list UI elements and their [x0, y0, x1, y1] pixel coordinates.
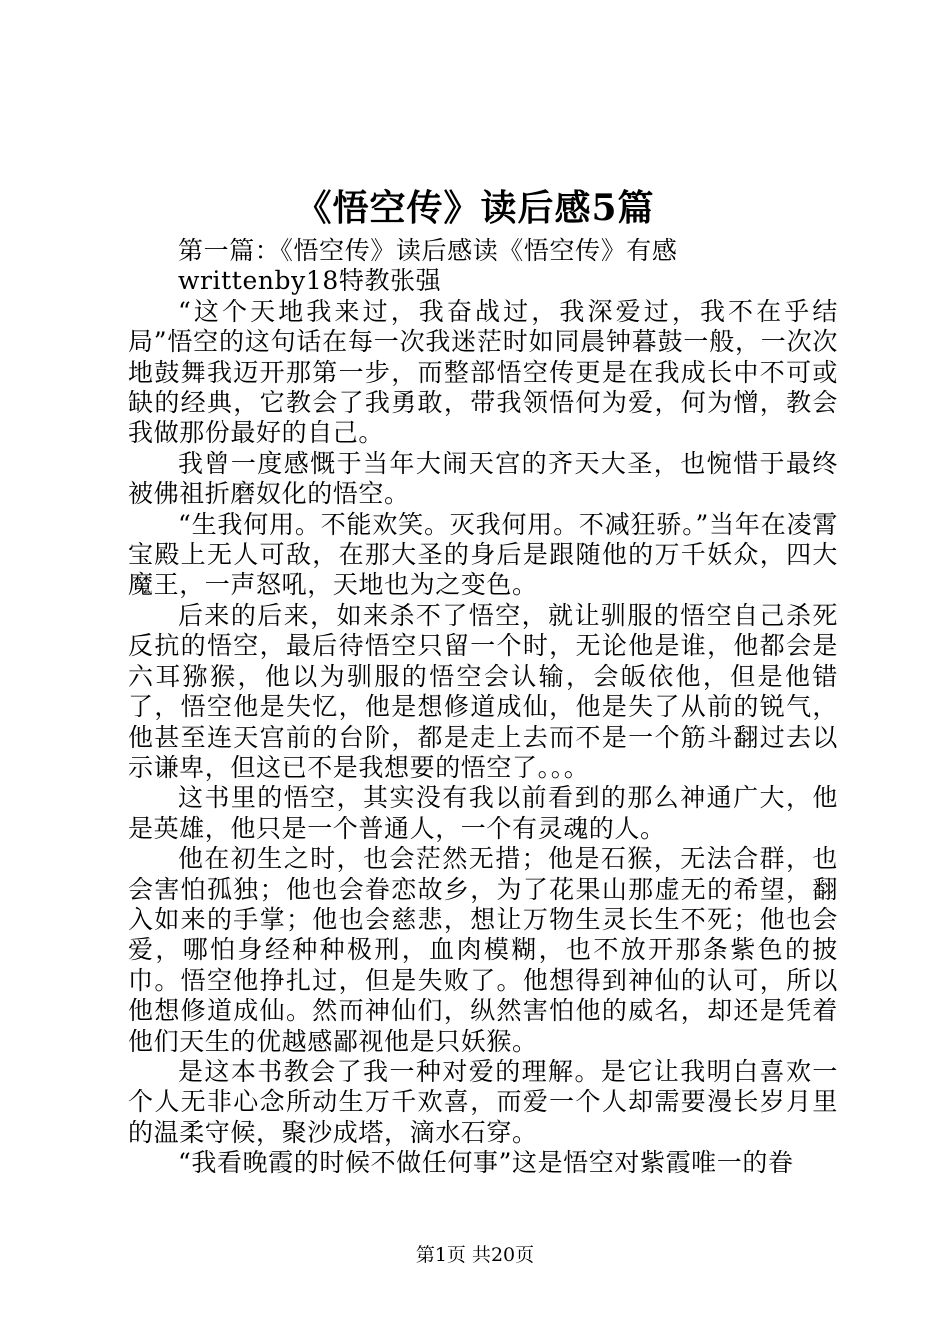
paragraph: 后来的后来，如来杀不了悟空，就让驯服的悟空自己杀死反抗的悟空，最后待悟空只留一个时，无论他是谁，他都会是六耳猕猴，他以为驯服的悟空会认输，会皈依他，但是他错了，悟空他是失忆，他是想修道成仙，他是失了从前的锐气，他甚至连天宫前的台阶，都是走上去而不是一个筋斗翻过去以示谦卑，但这已不是我想要的悟空了。。。 [128, 600, 838, 782]
document-body [128, 236, 838, 1179]
paragraph: “这个天地我来过，我奋战过，我深爱过，我不在乎结局”悟空的这句话在每一次我迷茫时如同晨钟暮鼓一般，一次次地鼓舞我迈开那第一步，而整部悟空传更是在我成长中不可或缺的经典，它教会了我勇敢，带我领悟何为爱，何为憎，教会我做那份最好的自己。 [128, 296, 838, 448]
page-footer: 第1页 共20页 [415, 1244, 535, 1266]
paragraph: 这书里的悟空，其实没有我以前看到的那么神通广大，他是英雄，他只是一个普通人，一个有灵魂的人。 [128, 783, 838, 843]
paragraph: 第一篇：《悟空传》读后感读《悟空传》有感 [178, 236, 678, 265]
paragraph: 我曾一度感慨于当年大闹天宫的齐天大圣，也惋惜于最终被佛祖折磨奴化的悟空。 [128, 448, 838, 509]
paragraph: 是这本书教会了我一种对爱的理解。是它让我明白喜欢一个人无非心念所动生万千欢喜，而爱一个人却需要漫长岁月里的温柔守候，聚沙成塔，滴水石穿。 [128, 1056, 838, 1147]
paragraph: writtenby18特教张强 [178, 266, 442, 296]
paragraph: 他在初生之时，也会茫然无措；他是石猴，无法合群，也会害怕孤独；他也会眷恋故乡，为了花果山那虚无的希望，翻入如来的手掌；他也会慈悲，想让万物生灵长生不死；他也会爱，哪怕身经种种极刑，血肉模糊，也不放开那条紫色的披巾。悟空他挣扎过，但是失败了。他想得到神仙的认可，所以他想修道成仙。然而神仙们，纵然害怕他的威名，却还是凭着他们天生的优越感鄙视他是只妖猴。 [128, 844, 838, 1056]
document-title: 《悟空传》读后感5篇 [295, 187, 655, 229]
paragraph: “生我何用。不能欢笑。灭我何用。不减狂骄。”当年在凌霄宝殿上无人可敌，在那大圣的身后是跟随他的万千妖众，四大魔王，一声怒吼，天地也为之变色。 [128, 509, 838, 600]
paragraph: “我看晚霞的时候不做任何事”这是悟空对紫霞唯一的眷 [178, 1148, 794, 1178]
